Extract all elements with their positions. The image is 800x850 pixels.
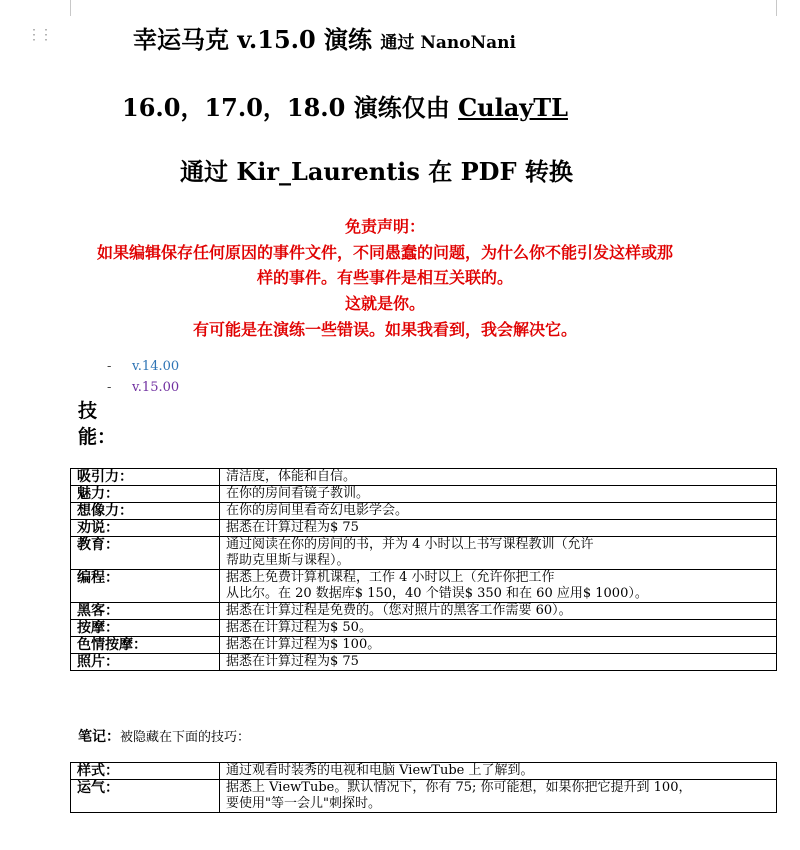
skills-heading-line-2: 能： (78, 426, 117, 448)
row-value (220, 637, 777, 654)
row-key: 魅力： (71, 486, 220, 503)
row-key: 想像力： (71, 503, 220, 520)
row-value-line: 帮助克里斯与课程）。 (226, 553, 350, 568)
title-by: 通过 NanoNani (380, 33, 516, 53)
row-key: 教育： (71, 537, 220, 570)
row-value-line: 清洁度，体能和自信。 (226, 469, 357, 484)
row-value (220, 486, 777, 503)
table-row (71, 637, 777, 654)
row-key: 黑客： (71, 603, 220, 620)
row-value-line: 通过阅读在你的房间的书，并为 4 小时以上书写课程教训（允许 (226, 537, 594, 552)
row-value-line: 据悉在计算过程为$ 100。 (226, 637, 381, 652)
row-key: 编程： (71, 570, 220, 603)
doc-subtitle (122, 88, 568, 123)
row-value (220, 603, 777, 620)
page-corner-mark-left (70, 0, 71, 16)
note-line (78, 726, 250, 746)
table-row (71, 537, 777, 570)
author-name: CulayTL (458, 93, 568, 122)
skills-heading (78, 398, 116, 450)
table-row (71, 620, 777, 637)
row-value-line: 在你的房间看镜子教训。 (226, 486, 370, 501)
row-value-line: 据悉在计算过程为$ 75 (226, 654, 359, 669)
row-value-line: 据悉在计算过程是免费的。（您对照片的黑客工作需要 60）。 (226, 603, 572, 618)
doc-title (133, 20, 516, 55)
table-row (71, 469, 777, 486)
row-value (220, 780, 777, 813)
list-dash: - (107, 359, 112, 374)
subtitle-prefix: 16.0，17.0，18.0 演练仅由 (122, 93, 459, 122)
row-value-line: 据悉在计算过程为$ 50。 (226, 620, 372, 635)
version-label: v.15.00 (132, 380, 180, 395)
table-row (71, 763, 777, 780)
page-corner-mark-right (776, 0, 777, 16)
drag-handle-icon[interactable]: ⋮⋮ (27, 27, 51, 43)
table-row (71, 603, 777, 620)
table-row (71, 780, 777, 813)
hidden-skills-table (70, 762, 777, 813)
title-main: 幸运马克 v.15.0 演练 (133, 25, 373, 54)
row-value-line: 据悉上免费计算机课程，工作 4 小时以上（允许你把工作 (226, 570, 555, 585)
row-value (220, 570, 777, 603)
row-key: 运气： (71, 780, 220, 813)
row-value (220, 537, 777, 570)
disclaimer-line-4: 有可能是在演练一些错误。如果我看到，我会解决它。 (192, 320, 577, 339)
table-row (71, 570, 777, 603)
list-dash: - (107, 380, 112, 395)
note-label: 笔记： (78, 729, 120, 745)
table-row (71, 503, 777, 520)
row-key: 色情按摩： (71, 637, 220, 654)
row-value-line: 通过观看时装秀的电视和电脑 ViewTube 上了解到。 (226, 763, 534, 778)
note-text: 被隐藏在下面的技巧： (120, 730, 251, 745)
row-value (220, 469, 777, 486)
row-key: 样式： (71, 763, 220, 780)
disclaimer-line-2: 样的事件。有些事件是相互关联的。 (256, 268, 513, 287)
table-row (71, 654, 777, 671)
row-value-line: 要使用"等一会儿"刺探时。 (226, 796, 381, 811)
row-value-line: 据悉上 ViewTube。默认情况下，你有 75; 你可能想，如果你把它提升到 100， (226, 780, 692, 795)
row-value-line: 据悉在计算过程为$ 75 (226, 520, 359, 535)
row-value (220, 520, 777, 537)
row-value-line: 在你的房间里看奇幻电影学会。 (226, 503, 409, 518)
version-item (107, 359, 179, 374)
row-key: 吸引力： (71, 469, 220, 486)
disclaimer-line-1: 如果编辑保存任何原因的事件文件，不同愚蠢的问题，为什么你不能引发这样或那 (96, 243, 673, 262)
version-item (107, 380, 179, 395)
disclaimer-line-3: 这就是你。 (344, 294, 425, 313)
row-value (220, 654, 777, 671)
pdf-conversion-line: 通过 Kir_Laurentis 在 PDF 转换 (180, 157, 573, 186)
row-key: 照片： (71, 654, 220, 671)
row-key: 劝说： (71, 520, 220, 537)
row-key: 按摩： (71, 620, 220, 637)
row-value (220, 503, 777, 520)
skills-heading-line-1: 技 (78, 400, 98, 422)
table-row (71, 520, 777, 537)
row-value-line: 从比尔。在 20 数据库$ 150，40 个错误$ 350 和在 60 应用$ 1000）。 (226, 586, 648, 601)
disclaimer-title: 免责声明： (344, 217, 425, 236)
skills-table (70, 468, 777, 671)
version-label: v.14.00 (132, 359, 180, 374)
table-row (71, 486, 777, 503)
row-value (220, 620, 777, 637)
row-value (220, 763, 777, 780)
